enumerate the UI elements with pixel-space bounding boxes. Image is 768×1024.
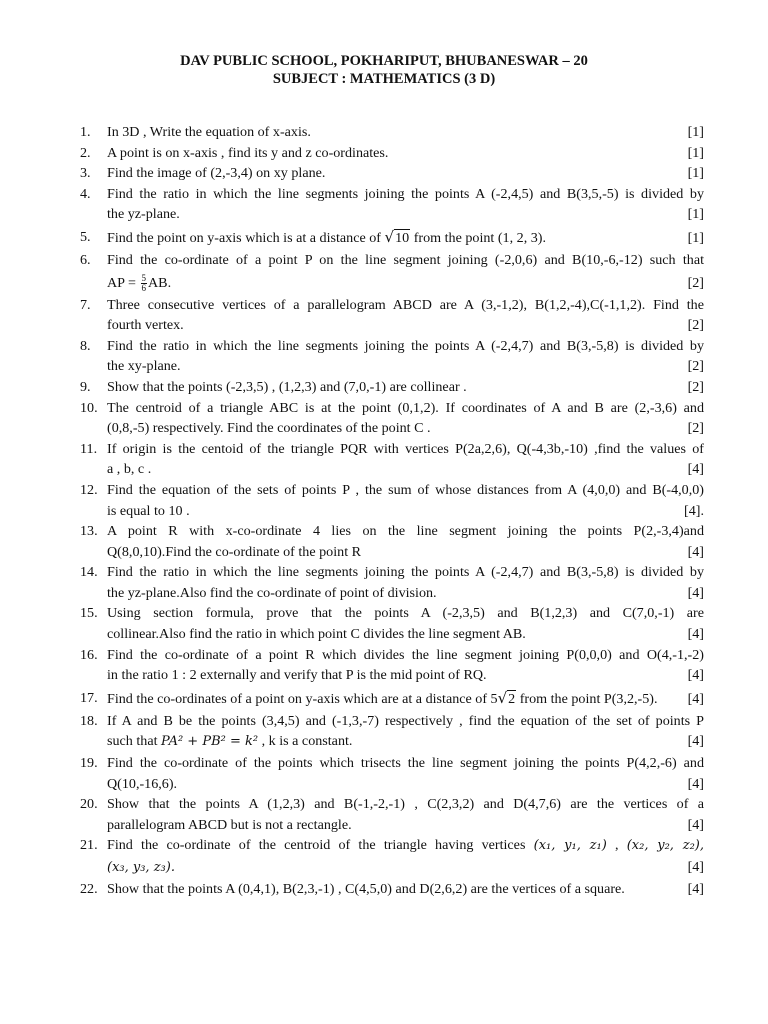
question-6 bbox=[80, 250, 704, 295]
question-number: 9. bbox=[80, 378, 91, 395]
question-marks: [4] bbox=[687, 775, 704, 792]
question-text: Show that the points A (0,4,1), B(2,3,-1) , C(4,5,0) and D(2,6,2) are the vertices of a square. bbox=[107, 880, 625, 897]
question-number: 5. bbox=[80, 228, 91, 245]
question-text-cont: (0,8,-5) respectively. Find the coordinates of the point C . bbox=[107, 420, 431, 437]
question-marks: [2] bbox=[687, 274, 704, 291]
question-marks: [4] bbox=[687, 584, 704, 601]
question-list bbox=[80, 122, 704, 899]
question-number: 21. bbox=[80, 837, 98, 854]
question-number: 8. bbox=[80, 337, 91, 354]
question-text: Three consecutive vertices of a parallelogram ABCD are A (3,-1,2), B(1,2,-4),C(-1,1,2). Find the bbox=[107, 296, 704, 313]
question-19 bbox=[80, 753, 704, 794]
question-text-cont: in the ratio 1 : 2 externally and verify that P is the mid point of RQ. bbox=[107, 667, 487, 684]
question-number: 14. bbox=[80, 564, 98, 581]
question-text-cont: AP = $\frac{5}{6}$ AB. bbox=[107, 272, 172, 293]
question-number: 3. bbox=[80, 165, 91, 182]
question-marks: [4] bbox=[687, 859, 704, 875]
question-text-cont: fourth vertex. bbox=[107, 317, 184, 334]
question-number: 2. bbox=[80, 144, 91, 161]
school-name: DAV PUBLIC SCHOOL, POKHARIPUT, BHUBANESWAR – 20 bbox=[180, 53, 588, 69]
question-marks: [4] bbox=[687, 667, 704, 684]
question-text-cont: a , b, c . bbox=[107, 461, 152, 478]
question-marks: [4] bbox=[687, 626, 704, 643]
question-marks: [2] bbox=[687, 358, 704, 375]
worksheet-header bbox=[0, 52, 768, 88]
question-number: 19. bbox=[80, 755, 98, 772]
question-22 bbox=[80, 879, 704, 900]
question-marks: [1] bbox=[687, 229, 704, 246]
question-10 bbox=[80, 398, 704, 439]
question-number: 6. bbox=[80, 251, 91, 268]
question-marks: [2] bbox=[687, 378, 704, 395]
question-3 bbox=[80, 163, 704, 184]
math-expression: PA² + PB² = k² bbox=[161, 734, 259, 750]
sqrt-expression: √10 bbox=[384, 227, 410, 246]
question-marks: [4] bbox=[687, 733, 704, 750]
question-text: Find the co-ordinate of the centroid of the triangle having vertices (x₁, y₁, z₁) , (x₂, y₂, z₂), bbox=[107, 837, 704, 854]
question-marks: [4]. bbox=[684, 502, 704, 519]
question-text: Show that the points (-2,3,5) , (1,2,3) and (7,0,-1) are collinear . bbox=[107, 378, 467, 395]
question-21 bbox=[80, 835, 704, 878]
question-text: Using section formula, prove that the points A (-2,3,5) and B(1,2,3) and C(7,0,-1) are bbox=[107, 605, 704, 622]
question-13 bbox=[80, 521, 704, 562]
question-text-cont: parallelogram ABCD but is not a rectangle. bbox=[107, 816, 352, 833]
question-marks: [1] bbox=[687, 165, 704, 182]
question-number: 7. bbox=[80, 296, 91, 313]
question-number: 13. bbox=[80, 523, 98, 540]
question-20 bbox=[80, 794, 704, 835]
question-16 bbox=[80, 645, 704, 686]
fraction: $\frac{5}{6}$ bbox=[141, 272, 146, 293]
question-1 bbox=[80, 122, 704, 143]
vertex-2: (x₂, y₂, z₂), bbox=[626, 838, 704, 854]
question-text: Find the co-ordinates of a point on y-axis which are at a distance of 5√2 from the point P(3,2,-5). bbox=[107, 688, 658, 707]
question-text: Find the ratio in which the line segments joining the points A (-2,4,7) and B(3,-5,8) is divided by bbox=[107, 564, 704, 581]
vertex-1: (x₁, y₁, z₁) bbox=[533, 838, 607, 854]
question-marks: [1] bbox=[687, 144, 704, 161]
question-text: A point R with x-co-ordinate 4 lies on the line segment joining the points P(2,-3,4)and bbox=[107, 523, 704, 540]
question-number: 12. bbox=[80, 481, 98, 498]
question-marks: [2] bbox=[687, 317, 704, 334]
question-marks: [1] bbox=[687, 124, 704, 140]
question-17 bbox=[80, 686, 704, 711]
question-text-cont: Q(10,-16,6). bbox=[107, 775, 178, 792]
question-text: The centroid of a triangle ABC is at the point (0,1,2). If coordinates of A and B are (2,-3,6) and bbox=[107, 399, 704, 416]
question-8 bbox=[80, 336, 704, 377]
question-number: 11. bbox=[80, 440, 98, 457]
question-number: 17. bbox=[80, 689, 98, 706]
question-text: In 3D , Write the equation of x-axis. bbox=[107, 124, 311, 140]
question-text: Find the equation of the sets of points P , the sum of whose distances from A (4,0,0) and B(-4,0,0) bbox=[107, 481, 704, 498]
question-text-cont: such that PA² + PB² = k² , k is a constant. bbox=[107, 733, 353, 750]
question-text-cont: is equal to 10 . bbox=[107, 502, 190, 519]
question-number: 10. bbox=[80, 399, 98, 416]
question-text: If origin is the centoid of the triangle PQR with vertices P(2a,2,6), Q(-4,3b,-10) ,find the values of bbox=[107, 440, 704, 457]
question-text: Find the ratio in which the line segments joining the points A (-2,4,5) and B(3,5,-5) is divided by bbox=[107, 185, 704, 202]
question-text: Find the co-ordinate of a point P on the line segment joining (-2,0,6) and B(10,-6,-12) such that bbox=[107, 251, 704, 268]
question-text: Find the co-ordinate of the points which trisects the line segment joining the points P(4,2,-6) and bbox=[107, 755, 704, 772]
question-9 bbox=[80, 377, 704, 398]
question-number: 20. bbox=[80, 796, 98, 813]
sqrt-expression: √2 bbox=[497, 688, 516, 707]
question-text: Find the image of (2,-3,4) on xy plane. bbox=[107, 165, 326, 182]
question-12 bbox=[80, 480, 704, 521]
question-text: If A and B be the points (3,4,5) and (-1,3,-7) respectively , find the equation of the set of points P bbox=[107, 712, 704, 729]
question-text-cont: collinear.Also find the ratio in which point C divides the line segment AB. bbox=[107, 626, 526, 643]
question-number: 18. bbox=[80, 712, 98, 729]
question-11 bbox=[80, 439, 704, 480]
question-15 bbox=[80, 603, 704, 644]
question-number: 4. bbox=[80, 185, 91, 202]
question-marks: [4] bbox=[687, 543, 704, 560]
question-number: 1. bbox=[80, 124, 91, 140]
question-marks: [4] bbox=[687, 461, 704, 478]
question-2 bbox=[80, 143, 704, 164]
question-18 bbox=[80, 711, 704, 753]
vertex-3: (x₃, y₃, z₃). bbox=[107, 860, 175, 875]
question-4 bbox=[80, 184, 704, 225]
question-marks: [4] bbox=[687, 816, 704, 833]
question-number: 22. bbox=[80, 880, 98, 897]
question-text-cont: the yz-plane.Also find the co-ordinate of point of division. bbox=[107, 584, 437, 601]
question-text: Find the co-ordinate of a point R which divides the line segment joining P(0,0,0) and O(4,-1,-2) bbox=[107, 646, 704, 663]
question-text: Find the ratio in which the line segments joining the points A (-2,4,7) and B(3,-5,8) is divided by bbox=[107, 337, 704, 354]
question-text: Find the point on y-axis which is at a distance of √10 from the point (1, 2, 3). bbox=[107, 227, 547, 246]
question-14 bbox=[80, 562, 704, 603]
question-marks: [4] bbox=[687, 880, 704, 897]
question-text: A point is on x-axis , find its y and z co-ordinates. bbox=[107, 144, 389, 161]
question-text-cont: Q(8,0,10).Find the co-ordinate of the point R bbox=[107, 543, 362, 560]
question-marks: [1] bbox=[687, 206, 704, 223]
question-marks: [4] bbox=[687, 690, 704, 707]
question-number: 15. bbox=[80, 605, 98, 622]
question-5 bbox=[80, 225, 704, 250]
question-7 bbox=[80, 295, 704, 336]
question-number: 16. bbox=[80, 646, 98, 663]
question-text-cont: the xy-plane. bbox=[107, 358, 181, 375]
question-marks: [2] bbox=[687, 420, 704, 437]
subject-title: SUBJECT : MATHEMATICS (3 D) bbox=[272, 71, 496, 87]
question-text-cont: the yz-plane. bbox=[107, 206, 180, 223]
question-text: Show that the points A (1,2,3) and B(-1,-2,-1) , C(2,3,2) and D(4,7,6) are the vertices of a bbox=[107, 796, 704, 813]
